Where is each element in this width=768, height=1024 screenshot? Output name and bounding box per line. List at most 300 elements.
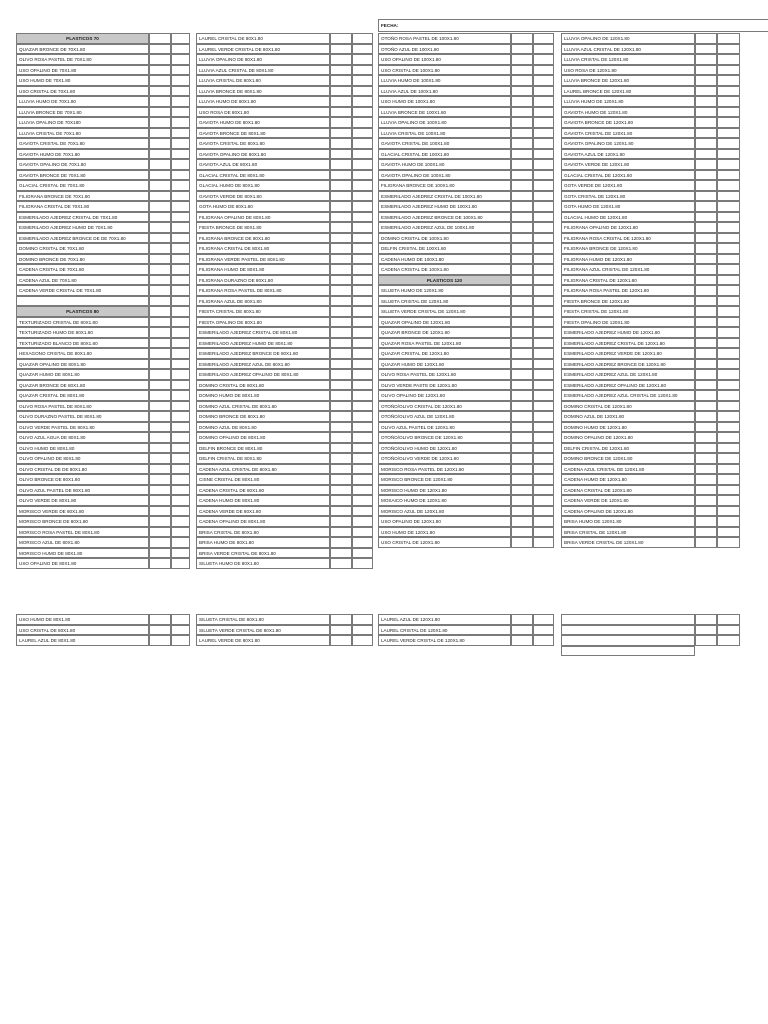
quantity-cell[interactable]: [149, 432, 171, 443]
quantity-cell[interactable]: [695, 107, 717, 118]
quantity-cell[interactable]: [330, 338, 352, 349]
quantity-cell[interactable]: [330, 369, 352, 380]
product-name-cell[interactable]: SILUETA VERDE CRISTAL DE 80X1.80: [196, 625, 330, 636]
product-name-cell[interactable]: DOMINO CRISTAL DE 120X1.80: [561, 401, 695, 412]
quantity-cell[interactable]: [330, 306, 352, 317]
quantity-cell[interactable]: [352, 212, 373, 223]
quantity-cell[interactable]: [149, 453, 171, 464]
product-name-cell[interactable]: OLIVO AZUL AGUA DE 80X1.80: [16, 432, 149, 443]
product-name-cell[interactable]: LLUVIA CRISTAL DE 120X1.80: [561, 54, 695, 65]
product-name-cell[interactable]: GAVIOTA HUMO DE 70X1.80: [16, 149, 149, 160]
product-name-cell[interactable]: CADENA CRISTAL DE 120X1.80: [561, 485, 695, 496]
product-name-cell[interactable]: FILIGRANA BRONCE DE 120X1.80: [561, 243, 695, 254]
product-name-cell[interactable]: QUAZAR CRISTAL DE 80X1.80: [16, 390, 149, 401]
quantity-cell[interactable]: [171, 306, 190, 317]
quantity-cell[interactable]: [171, 411, 190, 422]
quantity-cell[interactable]: [149, 285, 171, 296]
quantity-cell[interactable]: [717, 275, 740, 286]
quantity-cell[interactable]: [533, 453, 554, 464]
quantity-cell[interactable]: [511, 348, 533, 359]
product-name-cell[interactable]: DOMINO BRONCE DE 70X1.80: [16, 254, 149, 265]
product-name-cell[interactable]: ESMERILADO AJEDREZ BRONCE DE 120X1.80: [561, 359, 695, 370]
quantity-cell[interactable]: [171, 317, 190, 328]
quantity-cell[interactable]: [511, 338, 533, 349]
quantity-cell[interactable]: [511, 369, 533, 380]
quantity-cell[interactable]: [171, 138, 190, 149]
quantity-cell[interactable]: [171, 474, 190, 485]
quantity-cell[interactable]: [352, 390, 373, 401]
product-name-cell[interactable]: ESMERILADO AJEDREZ OPALINO DE 80X1.80: [196, 369, 330, 380]
product-name-cell[interactable]: FILIGRANA AZUL CRISTAL DE 120X1.80: [561, 264, 695, 275]
quantity-cell[interactable]: [352, 338, 373, 349]
quantity-cell[interactable]: [352, 464, 373, 475]
quantity-cell[interactable]: [352, 128, 373, 139]
product-name-cell[interactable]: LLUVIA OPALINO DE 70X180: [16, 117, 149, 128]
product-name-cell[interactable]: FILIGRANA BRONCE DE 80X1.80: [196, 233, 330, 244]
quantity-cell[interactable]: [149, 464, 171, 475]
quantity-cell[interactable]: [149, 516, 171, 527]
quantity-cell[interactable]: [352, 443, 373, 454]
quantity-cell[interactable]: [695, 422, 717, 433]
product-name-cell[interactable]: ESMERILADO AJEDREZ CRISTAL DE 120X1.80: [561, 338, 695, 349]
quantity-cell[interactable]: [533, 516, 554, 527]
quantity-cell[interactable]: [352, 96, 373, 107]
quantity-cell[interactable]: [149, 33, 171, 44]
quantity-cell[interactable]: [533, 327, 554, 338]
quantity-cell[interactable]: [695, 625, 717, 636]
quantity-cell[interactable]: [695, 380, 717, 391]
product-name-cell[interactable]: FILIGRANA CRISTAL DE 70X1.80: [16, 201, 149, 212]
quantity-cell[interactable]: [695, 65, 717, 76]
product-name-cell[interactable]: ESMERILADO AJEDREZ HUMO DE 80X1.80: [196, 338, 330, 349]
quantity-cell[interactable]: [149, 548, 171, 559]
quantity-cell[interactable]: [533, 285, 554, 296]
quantity-cell[interactable]: [695, 369, 717, 380]
quantity-cell[interactable]: [511, 635, 533, 646]
quantity-cell[interactable]: [533, 222, 554, 233]
quantity-cell[interactable]: [511, 390, 533, 401]
quantity-cell[interactable]: [352, 635, 373, 646]
quantity-cell[interactable]: [171, 275, 190, 286]
quantity-cell[interactable]: [511, 506, 533, 517]
quantity-cell[interactable]: [352, 614, 373, 625]
product-name-cell[interactable]: QUAZAR ROSA PASTEL DE 120X1.80: [378, 338, 511, 349]
product-name-cell[interactable]: USO OPALINO DE 100X1.80: [378, 54, 511, 65]
product-name-cell[interactable]: LAUREL VERDE CRISTAL DE 120X1.80: [378, 635, 511, 646]
quantity-cell[interactable]: [695, 306, 717, 317]
quantity-cell[interactable]: [533, 485, 554, 496]
product-name-cell[interactable]: MORISCO BRONCE DE 80X1.80: [16, 516, 149, 527]
product-name-cell[interactable]: USO OPALINO DE 70X1.80: [16, 65, 149, 76]
product-name-cell[interactable]: LLUVIA BRONCE DE 120X1.80: [561, 75, 695, 86]
product-name-cell[interactable]: CADENA VERDE DE 80X1.80: [196, 506, 330, 517]
quantity-cell[interactable]: [533, 443, 554, 454]
product-name-cell[interactable]: GLACIAL CRISTAL DE 120X1.80: [561, 170, 695, 181]
product-name-cell[interactable]: OLIVO ROSA PASTEL DE 70X1.80: [16, 54, 149, 65]
product-name-cell[interactable]: OTOÑO/OLIVO HUMO DE 120X1.80: [378, 443, 511, 454]
quantity-cell[interactable]: [717, 44, 740, 55]
product-name-cell[interactable]: [561, 625, 695, 636]
quantity-cell[interactable]: [717, 285, 740, 296]
quantity-cell[interactable]: [533, 33, 554, 44]
product-name-cell[interactable]: SILUETA CRISTAL DE 80X1.80: [196, 614, 330, 625]
quantity-cell[interactable]: [533, 537, 554, 548]
quantity-cell[interactable]: [717, 222, 740, 233]
product-name-cell[interactable]: USO CRISTAL DE 80X1.80: [16, 625, 149, 636]
quantity-cell[interactable]: [352, 75, 373, 86]
quantity-cell[interactable]: [352, 506, 373, 517]
product-name-cell[interactable]: DELFIN CRISTAL DE 120X1.80: [561, 443, 695, 454]
quantity-cell[interactable]: [511, 380, 533, 391]
quantity-cell[interactable]: [352, 516, 373, 527]
quantity-cell[interactable]: [717, 180, 740, 191]
quantity-cell[interactable]: [695, 222, 717, 233]
quantity-cell[interactable]: [717, 635, 740, 646]
product-name-cell[interactable]: [561, 614, 695, 625]
quantity-cell[interactable]: [149, 128, 171, 139]
quantity-cell[interactable]: [533, 44, 554, 55]
quantity-cell[interactable]: [352, 625, 373, 636]
product-name-cell[interactable]: BRISA HUMO DE 120X1.80: [561, 516, 695, 527]
quantity-cell[interactable]: [511, 191, 533, 202]
product-name-cell[interactable]: CADENA OPALINO DE 120X1.80: [561, 506, 695, 517]
quantity-cell[interactable]: [533, 338, 554, 349]
quantity-cell[interactable]: [533, 54, 554, 65]
quantity-cell[interactable]: [511, 128, 533, 139]
quantity-cell[interactable]: [717, 432, 740, 443]
quantity-cell[interactable]: [695, 96, 717, 107]
quantity-cell[interactable]: [171, 180, 190, 191]
quantity-cell[interactable]: [695, 516, 717, 527]
product-name-cell[interactable]: FILIGRANA DURAZNO DE 80X1.80: [196, 275, 330, 286]
quantity-cell[interactable]: [533, 212, 554, 223]
quantity-cell[interactable]: [695, 327, 717, 338]
product-name-cell[interactable]: ESMERILADO AJEDREZ HUMO DE 100X1.80: [378, 201, 511, 212]
product-name-cell[interactable]: OTOÑO/OLIVO VERDE DE 120X1.80: [378, 453, 511, 464]
quantity-cell[interactable]: [171, 327, 190, 338]
quantity-cell[interactable]: [171, 369, 190, 380]
product-name-cell[interactable]: CADENA HUMO DE 120X1.80: [561, 474, 695, 485]
quantity-cell[interactable]: [352, 233, 373, 244]
quantity-cell[interactable]: [330, 422, 352, 433]
quantity-cell[interactable]: [171, 527, 190, 538]
quantity-cell[interactable]: [330, 348, 352, 359]
quantity-cell[interactable]: [171, 264, 190, 275]
quantity-cell[interactable]: [717, 201, 740, 212]
quantity-cell[interactable]: [352, 65, 373, 76]
quantity-cell[interactable]: [511, 275, 533, 286]
quantity-cell[interactable]: [330, 443, 352, 454]
quantity-cell[interactable]: [330, 86, 352, 97]
product-name-cell[interactable]: LAUREL VERDE CRISTAL DE 80X1.80: [196, 44, 330, 55]
quantity-cell[interactable]: [695, 474, 717, 485]
quantity-cell[interactable]: [695, 75, 717, 86]
product-name-cell[interactable]: MORISCO VERDE DE 80X1.80: [16, 506, 149, 517]
quantity-cell[interactable]: [533, 296, 554, 307]
quantity-cell[interactable]: [330, 474, 352, 485]
quantity-cell[interactable]: [330, 527, 352, 538]
quantity-cell[interactable]: [717, 138, 740, 149]
quantity-cell[interactable]: [533, 107, 554, 118]
quantity-cell[interactable]: [717, 117, 740, 128]
quantity-cell[interactable]: [511, 516, 533, 527]
product-name-cell[interactable]: QUAZAR OPALINO DE 120X1.80: [378, 317, 511, 328]
quantity-cell[interactable]: [695, 243, 717, 254]
quantity-cell[interactable]: [717, 625, 740, 636]
quantity-cell[interactable]: [533, 75, 554, 86]
quantity-cell[interactable]: [149, 96, 171, 107]
product-name-cell[interactable]: SILUETA HUMO DE 80X1.80: [196, 558, 330, 569]
quantity-cell[interactable]: [717, 537, 740, 548]
quantity-cell[interactable]: [511, 327, 533, 338]
quantity-cell[interactable]: [352, 359, 373, 370]
quantity-cell[interactable]: [352, 275, 373, 286]
product-name-cell[interactable]: OLIVO ROSA PASTEL DE 80X1.80: [16, 401, 149, 412]
quantity-cell[interactable]: [171, 635, 190, 646]
quantity-cell[interactable]: [330, 233, 352, 244]
quantity-cell[interactable]: [533, 149, 554, 160]
quantity-cell[interactable]: [330, 359, 352, 370]
quantity-cell[interactable]: [533, 495, 554, 506]
product-name-cell[interactable]: FILIGRANA BRONCE DE 100X1.80: [378, 180, 511, 191]
quantity-cell[interactable]: [171, 625, 190, 636]
quantity-cell[interactable]: [171, 359, 190, 370]
quantity-cell[interactable]: [330, 201, 352, 212]
quantity-cell[interactable]: [171, 170, 190, 181]
product-name-cell[interactable]: CADENA CRISTAL DE 70X1.80: [16, 264, 149, 275]
product-name-cell[interactable]: LLUVIA BRONCE DE 70X1.80: [16, 107, 149, 118]
quantity-cell[interactable]: [149, 275, 171, 286]
product-name-cell[interactable]: DOMINO BRONCE DE 80X1.80: [196, 411, 330, 422]
product-name-cell[interactable]: GOTA HUMO DE 120X1.80: [561, 201, 695, 212]
product-name-cell[interactable]: GLACIAL CRISTAL DE 80X1.80: [196, 170, 330, 181]
quantity-cell[interactable]: [717, 390, 740, 401]
product-name-cell[interactable]: ESMERILADO AJEDREZ VERDE DE 120X1.80: [561, 348, 695, 359]
quantity-cell[interactable]: [171, 117, 190, 128]
product-name-cell[interactable]: SILUETA VERDE CRISTAL DE 120X1.80: [378, 306, 511, 317]
product-name-cell[interactable]: GLACIAL HUMO DE 80X1.80: [196, 180, 330, 191]
quantity-cell[interactable]: [511, 317, 533, 328]
product-name-cell[interactable]: USO HUMO DE 100X1.80: [378, 96, 511, 107]
product-name-cell[interactable]: MORISCO AZUL DE 80X1.80: [16, 537, 149, 548]
product-name-cell[interactable]: FILIGRANA CRISTAL DE 80X1.80: [196, 243, 330, 254]
quantity-cell[interactable]: [352, 86, 373, 97]
quantity-cell[interactable]: [533, 128, 554, 139]
quantity-cell[interactable]: [533, 369, 554, 380]
product-name-cell[interactable]: CADENA AZUL CRISTAL DE 120X1.80: [561, 464, 695, 475]
product-name-cell[interactable]: DOMINO CRISTAL DE 80X1.80: [196, 380, 330, 391]
quantity-cell[interactable]: [149, 65, 171, 76]
product-name-cell[interactable]: LAUREL CRISTAL DE 120X1.80: [378, 625, 511, 636]
product-name-cell[interactable]: ESMERILADO AJEDREZ AZUL DE 80X1.80: [196, 359, 330, 370]
quantity-cell[interactable]: [171, 516, 190, 527]
quantity-cell[interactable]: [717, 54, 740, 65]
quantity-cell[interactable]: [717, 495, 740, 506]
quantity-cell[interactable]: [330, 264, 352, 275]
quantity-cell[interactable]: [330, 285, 352, 296]
section-header[interactable]: PLASTICOS 70: [16, 33, 149, 44]
quantity-cell[interactable]: [330, 380, 352, 391]
product-name-cell[interactable]: FILIGRANA ROSA PASTEL DE 120X1.80: [561, 285, 695, 296]
quantity-cell[interactable]: [511, 296, 533, 307]
quantity-cell[interactable]: [511, 264, 533, 275]
quantity-cell[interactable]: [511, 485, 533, 496]
product-name-cell[interactable]: LLUVIA OPALINO DE 120X1.80: [561, 33, 695, 44]
quantity-cell[interactable]: [149, 296, 171, 307]
quantity-cell[interactable]: [717, 327, 740, 338]
product-name-cell[interactable]: LLUVIA BRONCE DE 100X1.80: [378, 107, 511, 118]
quantity-cell[interactable]: [533, 411, 554, 422]
quantity-cell[interactable]: [352, 422, 373, 433]
product-name-cell[interactable]: MORISCO AZUL DE 120X1.80: [378, 506, 511, 517]
quantity-cell[interactable]: [717, 411, 740, 422]
quantity-cell[interactable]: [511, 149, 533, 160]
quantity-cell[interactable]: [149, 149, 171, 160]
quantity-cell[interactable]: [330, 296, 352, 307]
quantity-cell[interactable]: [511, 495, 533, 506]
product-name-cell[interactable]: GAVIOTA HUMO DE 120X1.80: [561, 107, 695, 118]
product-name-cell[interactable]: ESMERILADO AJEDREZ BRONCE DE 80X1.80: [196, 348, 330, 359]
product-name-cell[interactable]: GLACIAL CRISTAL DE 100X1.80: [378, 149, 511, 160]
quantity-cell[interactable]: [171, 86, 190, 97]
quantity-cell[interactable]: [352, 432, 373, 443]
quantity-cell[interactable]: [533, 191, 554, 202]
product-name-cell[interactable]: ESMERILADO AJEDREZ HUMO DE 120X1.80: [561, 327, 695, 338]
product-name-cell[interactable]: GAVIOTA BRONCE DE 120X1.80: [561, 117, 695, 128]
quantity-cell[interactable]: [352, 306, 373, 317]
quantity-cell[interactable]: [171, 380, 190, 391]
product-name-cell[interactable]: USO HUMO DE 80X1.80: [16, 614, 149, 625]
quantity-cell[interactable]: [352, 254, 373, 265]
product-name-cell[interactable]: USO HUMO DE 70X1.80: [16, 75, 149, 86]
product-name-cell[interactable]: FIESTA CRISTAL DE 120X1.80: [561, 306, 695, 317]
quantity-cell[interactable]: [717, 33, 740, 44]
quantity-cell[interactable]: [695, 149, 717, 160]
product-name-cell[interactable]: OTOÑO AZUL DE 100X1.80: [378, 44, 511, 55]
product-name-cell[interactable]: GAVIOTA OPALINO DE 80X1.80: [196, 149, 330, 160]
quantity-cell[interactable]: [330, 390, 352, 401]
quantity-cell[interactable]: [171, 128, 190, 139]
quantity-cell[interactable]: [149, 86, 171, 97]
product-name-cell[interactable]: GOTA CRISTAL DE 120X1.80: [561, 191, 695, 202]
quantity-cell[interactable]: [171, 390, 190, 401]
quantity-cell[interactable]: [149, 264, 171, 275]
quantity-cell[interactable]: [511, 222, 533, 233]
product-name-cell[interactable]: OTOÑO ROSA PASTEL DE 100X1.80: [378, 33, 511, 44]
fecha-cell[interactable]: FECHA:: [378, 19, 768, 32]
quantity-cell[interactable]: [149, 359, 171, 370]
quantity-cell[interactable]: [330, 222, 352, 233]
quantity-cell[interactable]: [171, 614, 190, 625]
quantity-cell[interactable]: [533, 275, 554, 286]
product-name-cell[interactable]: FILIGRANA ROSA PASTEL DE 80X1.80: [196, 285, 330, 296]
quantity-cell[interactable]: [533, 117, 554, 128]
product-name-cell[interactable]: FIESTA BRONCE DE 80X1.80: [196, 222, 330, 233]
quantity-cell[interactable]: [352, 558, 373, 569]
quantity-cell[interactable]: [717, 443, 740, 454]
product-name-cell[interactable]: LLUVIA AZUL CRISTAL DE 120X1.80: [561, 44, 695, 55]
quantity-cell[interactable]: [149, 614, 171, 625]
quantity-cell[interactable]: [695, 453, 717, 464]
quantity-cell[interactable]: [330, 65, 352, 76]
quantity-cell[interactable]: [149, 485, 171, 496]
product-name-cell[interactable]: CADENA OPALINO DE 80X1.80: [196, 516, 330, 527]
quantity-cell[interactable]: [149, 180, 171, 191]
quantity-cell[interactable]: [511, 44, 533, 55]
quantity-cell[interactable]: [330, 548, 352, 559]
product-name-cell[interactable]: LAUREL CRISTAL DE 80X1.80: [196, 33, 330, 44]
product-name-cell[interactable]: LLUVIA HUMO DE 70X1.80: [16, 96, 149, 107]
quantity-cell[interactable]: [695, 359, 717, 370]
quantity-cell[interactable]: [171, 506, 190, 517]
quantity-cell[interactable]: [511, 107, 533, 118]
product-name-cell[interactable]: FILIGRANA ROSA CRISTAL DE 120X1.80: [561, 233, 695, 244]
product-name-cell[interactable]: DOMINO CRISTAL DE 70X1.80: [16, 243, 149, 254]
quantity-cell[interactable]: [171, 159, 190, 170]
quantity-cell[interactable]: [352, 149, 373, 160]
product-name-cell[interactable]: OLIVO VERDE PASTE DE 120X1.80: [378, 380, 511, 391]
quantity-cell[interactable]: [717, 614, 740, 625]
quantity-cell[interactable]: [352, 191, 373, 202]
product-name-cell[interactable]: GLACIAL CRISTAL DE 70X1.80: [16, 180, 149, 191]
quantity-cell[interactable]: [695, 495, 717, 506]
quantity-cell[interactable]: [352, 44, 373, 55]
quantity-cell[interactable]: [149, 625, 171, 636]
quantity-cell[interactable]: [717, 422, 740, 433]
product-name-cell[interactable]: LLUVIA HUMO DE 120X1.80: [561, 96, 695, 107]
quantity-cell[interactable]: [717, 401, 740, 412]
product-name-cell[interactable]: QUAZAR BRONCE DE 120X1.80: [378, 327, 511, 338]
quantity-cell[interactable]: [533, 401, 554, 412]
quantity-cell[interactable]: [717, 453, 740, 464]
quantity-cell[interactable]: [717, 527, 740, 538]
quantity-cell[interactable]: [695, 348, 717, 359]
quantity-cell[interactable]: [352, 369, 373, 380]
quantity-cell[interactable]: [330, 149, 352, 160]
quantity-cell[interactable]: [149, 338, 171, 349]
quantity-cell[interactable]: [330, 107, 352, 118]
quantity-cell[interactable]: [149, 159, 171, 170]
quantity-cell[interactable]: [511, 306, 533, 317]
quantity-cell[interactable]: [695, 86, 717, 97]
quantity-cell[interactable]: [171, 401, 190, 412]
product-name-cell[interactable]: GAVIOTA AZUL DE 80X1.80: [196, 159, 330, 170]
quantity-cell[interactable]: [149, 506, 171, 517]
product-name-cell[interactable]: LLUVIA AZUL CRISTAL DE 80X1.80: [196, 65, 330, 76]
quantity-cell[interactable]: [352, 453, 373, 464]
quantity-cell[interactable]: [330, 180, 352, 191]
quantity-cell[interactable]: [352, 54, 373, 65]
quantity-cell[interactable]: [171, 558, 190, 569]
product-name-cell[interactable]: GAVIOTA VERDE DE 80X1.80: [196, 191, 330, 202]
product-name-cell[interactable]: FILIGRANA AZUL DE 80X1.80: [196, 296, 330, 307]
quantity-cell[interactable]: [352, 138, 373, 149]
product-name-cell[interactable]: FILIGRANA HUMO DE 120X1.80: [561, 254, 695, 265]
quantity-cell[interactable]: [695, 506, 717, 517]
quantity-cell[interactable]: [695, 33, 717, 44]
quantity-cell[interactable]: [149, 222, 171, 233]
product-name-cell[interactable]: LLUVIA CRISTAL DE 80X1.80: [196, 75, 330, 86]
quantity-cell[interactable]: [352, 527, 373, 538]
quantity-cell[interactable]: [695, 233, 717, 244]
quantity-cell[interactable]: [695, 317, 717, 328]
quantity-cell[interactable]: [149, 191, 171, 202]
quantity-cell[interactable]: [330, 75, 352, 86]
product-name-cell[interactable]: LLUVIA HUMO DE 80X1.80: [196, 96, 330, 107]
quantity-cell[interactable]: [695, 180, 717, 191]
quantity-cell[interactable]: [171, 548, 190, 559]
product-name-cell[interactable]: ESMERILADO AJEDREZ BRONCE DE DE 70X1.80: [16, 233, 149, 244]
